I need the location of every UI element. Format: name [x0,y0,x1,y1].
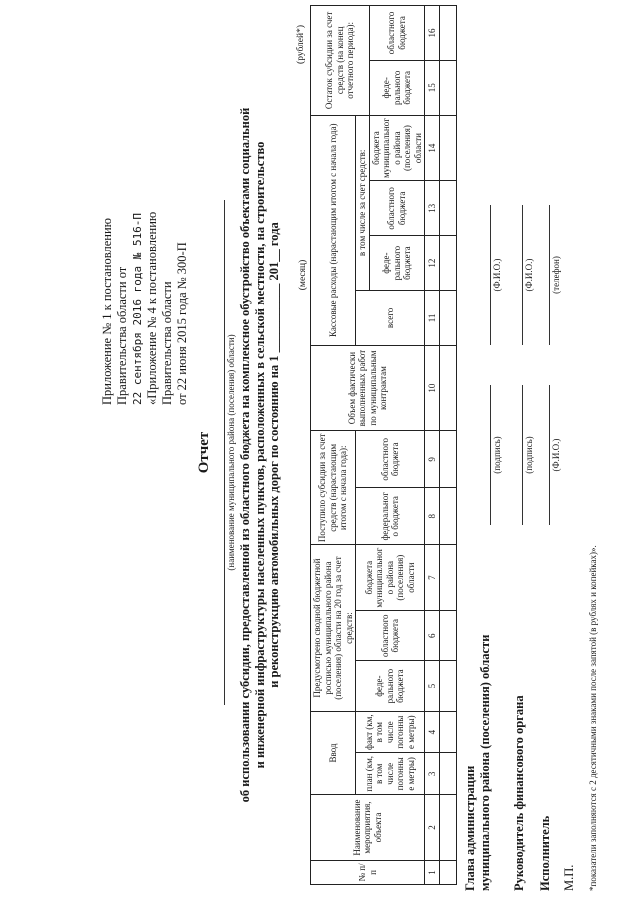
footnote: *показатели заполняются с 2 десятичными знаками после запятой (в рублях и копейках)». [588,545,598,891]
column-number: 2 [425,795,440,861]
heading-line2: и инженерной инфраструктуры населенных пунктов, расположенных в сельской местности, на строительство [252,141,267,769]
column-number-row [425,6,440,885]
finance-name-line [522,205,523,345]
head-signature-caption: (подпись) [492,436,502,474]
finance-signature-caption: (подпись) [524,436,534,474]
column-number: 8 [425,488,440,545]
header-fact: факт (км, в том числе погонные метры) [356,711,425,753]
executor-label: Исполнитель [538,815,552,891]
header-cash-total: всего [356,291,425,346]
seal-placeholder: М.П. [562,864,576,891]
column-number: 6 [425,611,440,661]
header-budget-list: Предусмотрено сводной бюджетной росписью муниципального района (поселения) области на 20 год за счет средств: [311,545,356,712]
column-number: 14 [425,115,440,181]
finance-signature-line [522,385,523,525]
heading-line3: и реконструкцию автомобильных дорог по состоянию на 1 ___________ 201__ года [267,222,281,688]
month-caption: (месяц) [298,259,308,291]
heading-line1: об использовании субсидии, предоставленной из областного бюджета на комплексное обустройство объектами социальной [238,107,252,803]
header-cash-including: в том числе за счет средств: [356,115,370,290]
column-number: 11 [425,291,440,346]
executor-phone-caption: (телефон) [551,256,561,294]
document-title: Отчет [196,431,212,474]
finance-head-label: Руководитель финансового органа [512,695,526,891]
executor-name-line [549,385,550,525]
column-number: 13 [425,181,440,236]
header-work-volume: Объем фактически выполненных работ по муниципальным контрактам [311,345,425,430]
header-commissioning: Ввод [311,711,356,794]
entity-name-caption: (наименование муниципального района (поселения) области) [226,334,236,571]
appendix-reference-current [100,25,145,405]
entity-name-line [224,200,225,705]
header-balance-regional: областного бюджета [369,6,425,61]
header-received-regional: областного бюджета [356,431,425,488]
appendix1-line1: Приложение № 1 к постановлению [100,218,114,405]
header-balance-federal: феде-рального бюджета [369,60,425,115]
finance-name-caption: (Ф.И.О.) [524,258,534,292]
column-number: 3 [425,753,440,795]
column-number: 9 [425,431,440,488]
appendix1-line3: 22 сентября 2016 года № 516-П [131,212,144,405]
head-line1: Глава администрации [463,765,477,891]
head-name-line [490,205,491,345]
header-plan: план (км, в том числе погонные метры) [356,753,425,795]
head-name-caption: (Ф.И.О.) [492,258,502,292]
report-heading [238,55,282,855]
header-budget-municipal: бюджета муниципального района (поселения) области [356,545,425,611]
appendix1-line2: Правительства области от [115,266,129,405]
table-row [440,6,457,885]
head-signature-line [490,385,491,525]
header-cash-regional: областного бюджета [369,181,425,236]
head-of-administration-label [463,635,493,891]
header-no: № п/п [311,860,425,884]
column-number: 7 [425,545,440,611]
header-budget-federal: феде-рального бюджета [356,661,425,711]
header-received-federal: федерального бюджета [356,488,425,545]
appendix-reference-previous [145,25,190,405]
header-cash-expenses: Кассовые расходы (нарастающим итогом с начала года) [311,115,356,345]
column-number: 16 [425,6,440,61]
executor-phone-line [549,205,550,345]
header-name: Наименование мероприятия, объекта [311,795,425,861]
header-cash-municipal: бюджета муниципального района (поселения) области [369,115,425,181]
column-number: 5 [425,661,440,711]
column-number: 1 [425,860,440,884]
header-subsidy-balance: Остаток субсидии за счет средств (на конец отчетного периода): [311,6,370,116]
appendix2-line1: «Приложение № 4 к постановлению [145,211,159,405]
head-line2: муниципального района (поселения) области [478,634,492,891]
column-number: 15 [425,60,440,115]
column-number: 4 [425,711,440,753]
header-cash-federal: феде-рального бюджета [369,236,425,291]
report-table [310,5,457,885]
header-budget-regional: областного бюджета [356,611,425,661]
appendix2-line3: от 22 июня 2015 года № 300-П [175,242,189,405]
units-label: (рублей*) [296,25,306,64]
column-number: 10 [425,345,440,430]
report-table-container [302,5,482,885]
appendix2-line2: Правительства области [160,281,174,405]
executor-name-caption: (Ф.И.О.) [551,438,561,472]
column-number: 12 [425,236,440,291]
header-subsidy-received: Поступило субсидии за счет средств (нарастающим итогом с начала года): [311,431,356,545]
